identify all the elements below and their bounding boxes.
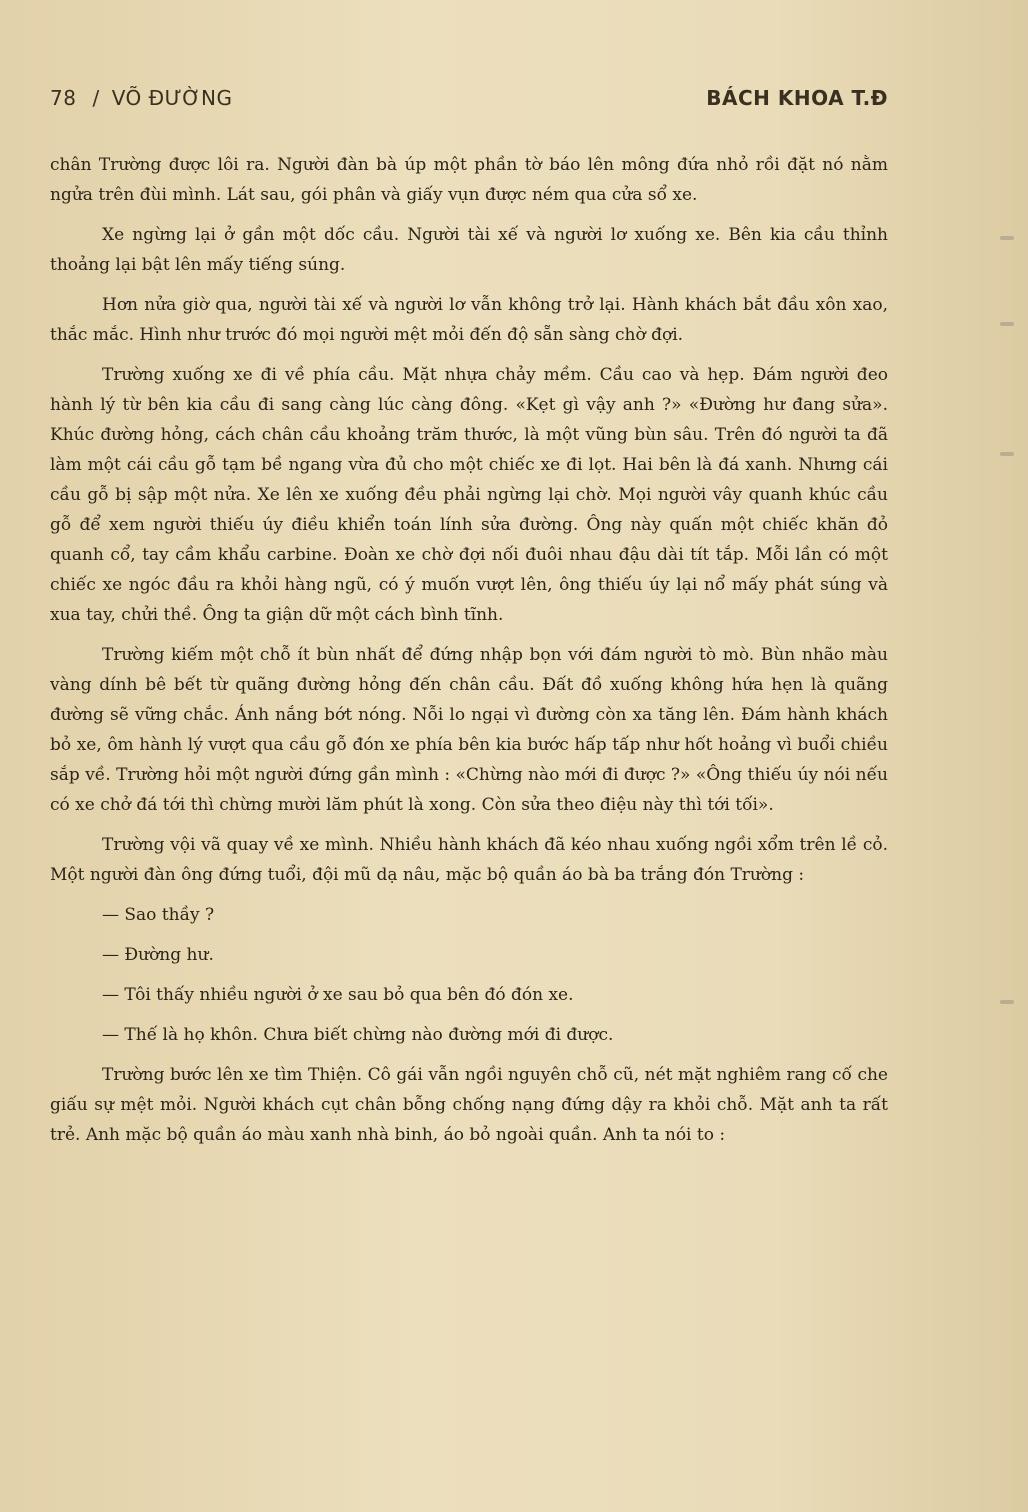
dialogue-line: — Thế là họ khôn. Chưa biết chừng nào đường mới đi được. bbox=[102, 1025, 614, 1045]
header-separator: / bbox=[92, 86, 100, 110]
page-number: 78 bbox=[50, 86, 77, 110]
binding-hole-mark bbox=[1000, 452, 1014, 456]
dialogue-line: — Tôi thấy nhiều người ở xe sau bỏ qua bên đó đón xe. bbox=[102, 985, 574, 1005]
binding-hole-mark bbox=[1000, 1000, 1014, 1004]
author-name: VÕ ĐƯỜNG bbox=[111, 86, 233, 110]
running-header bbox=[50, 86, 888, 116]
binding-hole-mark bbox=[1000, 322, 1014, 326]
binding-hole-mark bbox=[1000, 236, 1014, 240]
paragraph: Trường bước lên xe tìm Thiện. Cô gái vẫn ngồi nguyên chỗ cũ, nét mặt nghiêm rang cố che giấu sự mệt mỏi. Người khách cụt chân bỗng chống nạng đứng dậy ra khỏi chỗ. Mặt anh ta rất trẻ. Anh mặc bộ quần áo màu xanh nhà binh, áo bỏ ngoài quần. Anh ta nói to : bbox=[50, 1065, 888, 1145]
paragraph: Trường vội vã quay về xe mình. Nhiều hành khách đã kéo nhau xuống ngồi xổm trên lề cỏ. Một người đàn ông đứng tuổi, đội mũ dạ nâu, mặc bộ quần áo bà ba trắng đón Trường : bbox=[50, 835, 888, 885]
paragraph: Trường xuống xe đi về phía cầu. Mặt nhựa chảy mềm. Cầu cao và hẹp. Đám người đeo hành lý từ bên kia cầu đi sang càng lúc càng đông. «Kẹt gì vậy anh ?» «Đường hư đang sửa». Khúc đường hỏng, cách chân cầu khoảng trăm thước, là một vũng bùn sâu. Trên đó người ta đã làm một cái cầu gỗ tạm bề ngang vừa đủ cho một chiếc xe đi lọt. Hai bên là đá xanh. Nhưng cái cầu gỗ bị sập một nửa. Xe lên xe xuống đều phải ngừng lại chờ. Mọi người vây quanh khúc cầu gỗ để xem người thiếu úy điều khiển toán lính sửa đường. Ông này quấn một chiếc khăn đỏ quanh cổ, tay cầm khẩu carbine. Đoàn xe chờ đợi nối đuôi nhau đậu dài tít tắp. Mỗi lần có một chiếc xe ngóc đầu ra khỏi hàng ngũ, có ý muốn vượt lên, ông thiếu úy lại nổ mấy phát súng và xua tay, chửi thề. Ông ta giận dữ một cách bình tĩnh. bbox=[50, 365, 888, 625]
paragraph: Xe ngừng lại ở gần một dốc cầu. Người tài xế và người lơ xuống xe. Bên kia cầu thỉnh thoảng lại bật lên mấy tiếng súng. bbox=[50, 225, 888, 275]
dialogue-line: — Sao thầy ? bbox=[102, 905, 215, 925]
paragraph: Hơn nửa giờ qua, người tài xế và người lơ vẫn không trở lại. Hành khách bắt đầu xôn xao, thắc mắc. Hình như trước đó mọi người mệt mỏi đến độ sẵn sàng chờ đợi. bbox=[50, 295, 888, 345]
header-left bbox=[50, 86, 233, 110]
publication-title: BÁCH KHOA T.Đ bbox=[706, 86, 888, 110]
paragraph: chân Trường được lôi ra. Người đàn bà úp một phần tờ báo lên mông đứa nhỏ rồi đặt nó nằm ngửa trên đùi mình. Lát sau, gói phân và giấy vụn được ném qua cửa sổ xe. bbox=[50, 155, 888, 205]
dialogue-line: — Đường hư. bbox=[102, 945, 214, 965]
body-text bbox=[50, 150, 888, 1160]
paragraph: Trường kiếm một chỗ ít bùn nhất để đứng nhập bọn với đám người tò mò. Bùn nhão màu vàng dính bê bết từ quãng đường hỏng đến chân cầu. Đất đồ xuống không hứa hẹn là quãng đường sẽ vững chắc. Ánh nắng bớt nóng. Nỗi lo ngại vì đường còn xa tăng lên. Đám hành khách bỏ xe, ôm hành lý vượt qua cầu gỗ đón xe phía bên kia bước hấp tấp như hốt hoảng vì buổi chiều sắp về. Trường hỏi một người đứng gần mình : «Chừng nào mới đi được ?» «Ông thiếu úy nói nếu có xe chở đá tới thì chừng mười lăm phút là xong. Còn sửa theo điệu này thì tới tối». bbox=[50, 645, 888, 815]
